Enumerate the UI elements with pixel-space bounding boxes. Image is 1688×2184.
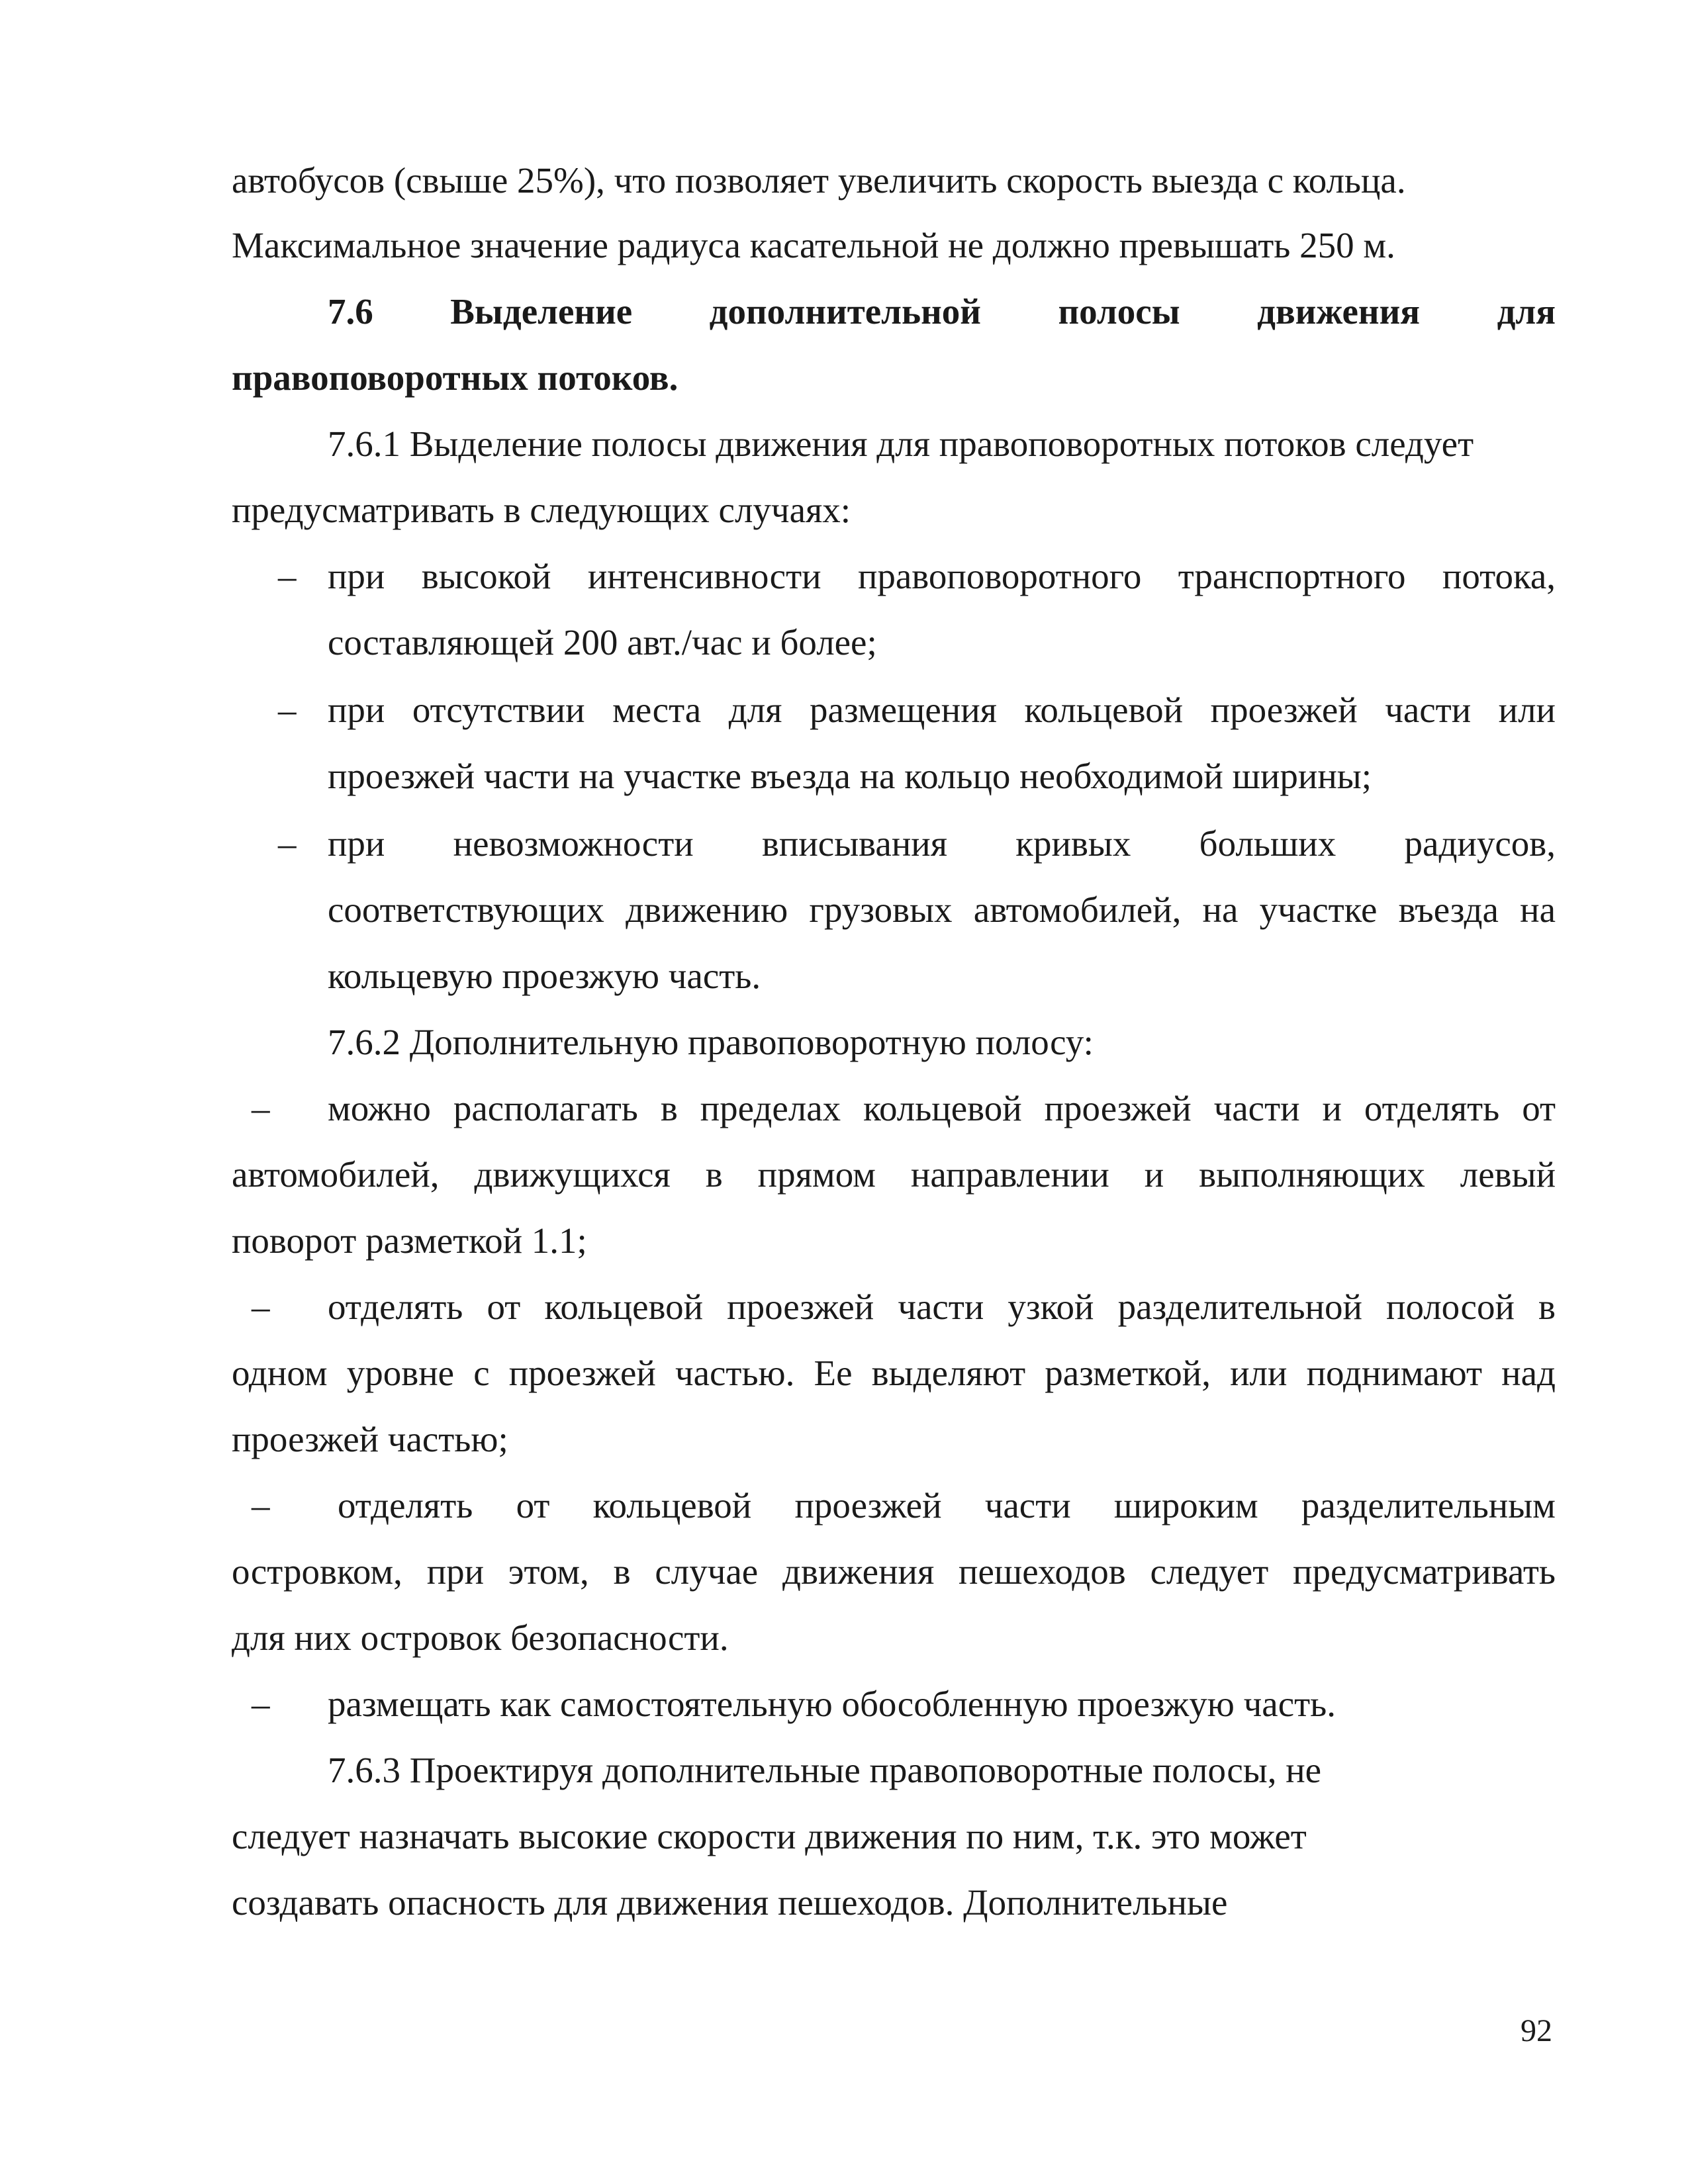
list1-item3-line3: кольцевую проезжую часть. [328,956,761,996]
p762-item1-line3: поворот разметкой 1.1; [232,1220,587,1261]
p762-item1-line2: автомобилей, движущихся в прямом направлении и выполняющих левый [232,1154,1556,1195]
list-dash: – [252,1485,270,1525]
list-dash: – [252,1684,270,1724]
section-title-word: полосы [1058,291,1180,332]
p762-item2-line3: проезжей частью; [232,1419,508,1459]
section-title-word: движения [1257,291,1421,332]
list-dash: – [252,1287,270,1327]
list-dash: – [278,690,297,730]
intro-line-2: Максимальное значение радиуса касательной не должно превышать 250 м. [232,225,1395,265]
list1-item2-line2: проезжей части на участке въезда на кольцо необходимой ширины; [328,756,1372,796]
section-heading [328,293,1556,330]
list1-item2-line1: при отсутствии места для размещения кольцевой проезжей части или [328,690,1556,730]
paragraph-761-line-1: 7.6.1 Выделение полосы движения для правоповоротных потоков следует [328,424,1474,464]
p762-item3-line3: для них островок безопасности. [232,1617,729,1658]
paragraph-763-line-3: создавать опасность для движения пешеходов. Дополнительные [232,1882,1228,1923]
list1-item3-line2: соответствующих движению грузовых автомобилей, на участке въезда на [328,889,1556,930]
p762-item1-line1: можно располагать в пределах кольцевой проезжей части и отделять от [328,1088,1556,1128]
p762-item3-line2: островком, при этом, в случае движения пешеходов следует предусматривать [232,1551,1556,1592]
intro-line-1: автобусов (свыше 25%), что позволяет увеличить скорость выезда с кольца. [232,160,1406,201]
paragraph-763-line-2: следует назначать высокие скорости движения по ним, т.к. это может [232,1816,1307,1856]
section-title-word: Выделение [450,291,633,332]
p762-item2-line2: одном уровне с проезжей частью. Ее выделяют разметкой, или поднимают над [232,1353,1556,1393]
list-dash: – [252,1088,270,1128]
p762-item2-line1: отделять от кольцевой проезжей части узкой разделительной полосой в [328,1287,1556,1327]
list-dash: – [278,556,297,596]
paragraph-761-line-2: предусматривать в следующих случаях: [232,490,851,530]
list1-item1-line2: составляющей 200 авт./час и более; [328,622,877,662]
p762-item3-line1: отделять от кольцевой проезжей части широким разделительным [338,1485,1556,1525]
list1-item1-line1: при высокой интенсивности правоповоротного транспортного потока, [328,556,1556,596]
page-number: 92 [1521,2013,1552,2048]
section-title-word: для [1497,291,1556,332]
p762-item4-line1: размещать как самостоятельную обособленную проезжую часть. [328,1684,1336,1724]
section-number: 7.6 [328,291,373,332]
paragraph-763-line-1: 7.6.3 Проектируя дополнительные правоповоротные полосы, не [328,1750,1322,1790]
list-dash: – [278,823,297,864]
section-title-word: дополнительной [709,291,981,332]
paragraph-762-intro: 7.6.2 Дополнительную правоповоротную полосу: [328,1022,1094,1062]
list1-item3-line1: при невозможности вписывания кривых больших радиусов, [328,823,1556,864]
section-title-line-2: правоповоротных потоков. [232,357,679,398]
